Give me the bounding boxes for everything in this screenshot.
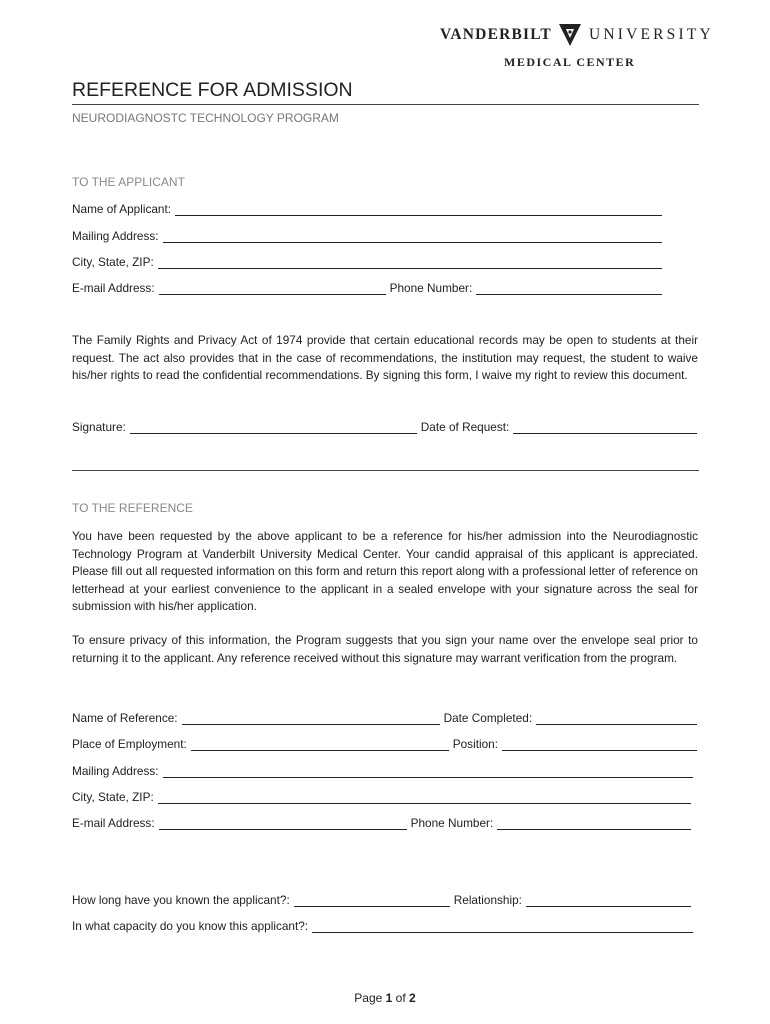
page-prefix: Page [354, 991, 386, 1005]
applicant-email-row [72, 281, 662, 295]
signature-row [72, 420, 697, 434]
employment-label: Place of Employment: [72, 737, 187, 751]
ferpa-paragraph: The Family Rights and Privacy Act of 1974 provide that certain educational records may be open to students at their request. The act also provides that in the case of recommendations, the institution may request, the student to waive his/her rights to read the confidential recommendations. By signing this form, I waive my right to review this document. [72, 333, 698, 382]
relationship-field[interactable] [526, 894, 691, 907]
applicant-city-field[interactable] [158, 256, 662, 269]
date-completed-field[interactable] [536, 712, 697, 725]
page-number [0, 991, 770, 1005]
reference-phone-field[interactable] [497, 817, 691, 830]
logo-university-text: UNIVERSITY [588, 26, 714, 43]
logo-vanderbilt-text: VANDERBILT [440, 26, 552, 43]
applicant-phone-label: Phone Number: [389, 281, 473, 295]
how-long-label: How long have you known the applicant?: [72, 893, 290, 907]
reference-city-label: City, State, ZIP: [72, 790, 154, 804]
applicant-mailing-label: Mailing Address: [72, 229, 159, 243]
reference-phone-label: Phone Number: [410, 816, 494, 830]
how-long-field[interactable] [294, 894, 450, 907]
applicant-phone-field[interactable] [476, 282, 662, 295]
employment-field[interactable] [191, 738, 449, 751]
how-long-row [72, 893, 691, 907]
applicant-email-label: E-mail Address: [72, 281, 155, 295]
section-divider [72, 470, 699, 471]
oak-leaf-v-icon [557, 22, 583, 48]
applicant-city-label: City, State, ZIP: [72, 255, 154, 269]
reference-email-row [72, 816, 691, 830]
logo-top-row [440, 22, 714, 48]
reference-mailing-field[interactable] [163, 765, 693, 778]
page-total: 2 [409, 991, 416, 1005]
applicant-section-heading: TO THE APPLICANT [72, 175, 185, 189]
date-request-label: Date of Request: [420, 420, 510, 434]
date-completed-label: Date Completed: [443, 711, 533, 725]
reference-email-field[interactable] [159, 817, 407, 830]
reference-email-label: E-mail Address: [72, 816, 155, 830]
reference-city-field[interactable] [158, 791, 691, 804]
applicant-name-row [72, 202, 662, 216]
applicant-mailing-row [72, 229, 662, 243]
reference-city-row [72, 790, 691, 804]
position-label: Position: [452, 737, 498, 751]
signature-field[interactable] [130, 421, 417, 434]
employment-row [72, 737, 697, 751]
capacity-field[interactable] [312, 920, 693, 933]
reference-name-row [72, 711, 697, 725]
page-middle: of [392, 991, 410, 1005]
capacity-row [72, 919, 693, 933]
capacity-label: In what capacity do you know this applicant?: [72, 919, 309, 933]
signature-label: Signature: [72, 420, 126, 434]
reference-mailing-row [72, 764, 693, 778]
logo-medical-center-text: MEDICAL CENTER [504, 55, 636, 69]
reference-name-label: Name of Reference: [72, 711, 178, 725]
reference-section-heading: TO THE REFERENCE [72, 501, 193, 515]
applicant-name-field[interactable] [175, 203, 662, 216]
reference-intro-paragraph: You have been requested by the above applicant to be a reference for his/her admission into the Neurodiagnostic Technology Program at Vanderbilt University Medical Center. Your candid appraisal of this applicant is appreciated. Please fill out all requested information on this form and return this report along with a professional letter of reference on letterhead at your earliest convenience to the applicant in a sealed envelope with your signature across the seal for submission with his/her application. [72, 529, 698, 613]
program-subtitle: NEURODIAGNOSTC TECHNOLOGY PROGRAM [72, 111, 339, 125]
applicant-mailing-field[interactable] [163, 230, 662, 243]
title-divider [72, 104, 699, 105]
applicant-city-row [72, 255, 662, 269]
applicant-name-label: Name of Applicant: [72, 202, 172, 216]
page-title: REFERENCE FOR ADMISSION [72, 79, 353, 101]
page-current: 1 [385, 991, 393, 1005]
vanderbilt-logo [440, 18, 715, 74]
position-field[interactable] [502, 738, 697, 751]
applicant-email-field[interactable] [159, 282, 386, 295]
date-request-field[interactable] [513, 421, 697, 434]
reference-mailing-label: Mailing Address: [72, 764, 159, 778]
reference-name-field[interactable] [182, 712, 440, 725]
privacy-paragraph: To ensure privacy of this information, the Program suggests that you sign your name over the envelope seal prior to returning it to the applicant. Any reference received without this signature may warrant verification from the program. [72, 633, 698, 665]
relationship-label: Relationship: [453, 893, 522, 907]
